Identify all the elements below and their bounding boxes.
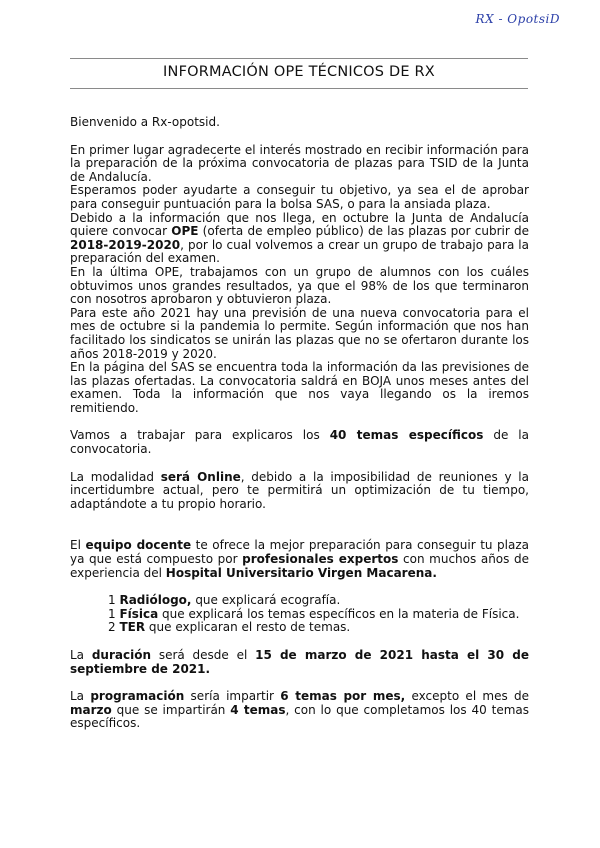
page-title: INFORMACIÓN OPE TÉCNICOS DE RX	[163, 64, 435, 80]
list-item: 1 Física que explicará los temas específicos en la materia de Física.	[108, 606, 520, 621]
greeting: Bienvenido a Rx-opotsid.	[70, 115, 220, 129]
paragraph-last-ope: En la última OPE, trabajamos con un grupo de alumnos con los cuáles obtuvimos unos grandes resultados, ya que el 98% de los que terminaron con nosotros aprobaron y obtuvieron plaza.	[70, 264, 529, 307]
paragraph-ope: Debido a la información que nos llega, en octubre la Junta de Andalucía quiere convocar OPE (oferta de empleo público) de las plazas por cubrir de 2018-2019-2020, por lo cual volvemos a crear un grupo de trabajo para la preparación del examen.	[70, 210, 529, 266]
paragraph-equipo: El equipo docente te ofrece la mejor preparación para conseguir tu plaza ya que está compuesto por profesionales expertos con muchos años de experiencia del Hospital Universitario Virgen Macarena.	[70, 538, 530, 580]
list-item: 2 TER que explicaran el resto de temas.	[108, 620, 351, 635]
paragraph-2021: Para este año 2021 hay una previsión de una nueva convocatoria para el mes de octubre si la pandemia lo permite. Según información que nos han facilitado los sindicatos se unirán las plazas que no se ofertaron durante los años 2018-2019 y 2020.	[70, 305, 529, 361]
paragraph-goal: Esperamos poder ayudarte a conseguir tu objetivo, ya sea el de aprobar para conseguir puntuación para la bolsa SAS, o para la ansiada plaza.	[70, 183, 529, 211]
list-item: 1 Radiólogo, que explicará ecografía.	[108, 593, 341, 608]
brand-logo: RX - OpotsiD	[475, 12, 560, 26]
bottom-divider	[70, 88, 528, 89]
teacher-list	[70, 594, 529, 635]
paragraph-duracion: La duración será desde el 15 de marzo de 2021 hasta el 30 de septiembre de 2021.	[70, 648, 529, 676]
paragraph-sas: En la página del SAS se encuentra toda la información da las previsiones de las plazas ofertadas. La convocatoria saldrá en BOJA unos meses antes del examen. Toda la información que nos vaya llegando os la iremos remitiendo.	[70, 360, 529, 415]
top-divider	[70, 58, 528, 59]
paragraph-programacion: La programación sería impartir 6 temas por mes, excepto el mes de marzo que se impartirán 4 temas, con lo que completamos los 40 temas específicos.	[70, 689, 530, 731]
paragraph-intro: En primer lugar agradecerte el interés mostrado en recibir información para la preparación de la próxima convocatoria de plazas para TSID de la Junta de Andalucía.	[70, 142, 529, 184]
document-body	[70, 116, 529, 731]
paragraph-modalidad: La modalidad será Online, debido a la imposibilidad de reuniones y la incertidumbre actual, pero te permitirá un optimización de tu tiempo, adaptándote a tu propio horario.	[70, 469, 529, 511]
paragraph-temas: Vamos a trabajar para explicaros los 40 temas específicos de la convocatoria.	[70, 428, 529, 457]
